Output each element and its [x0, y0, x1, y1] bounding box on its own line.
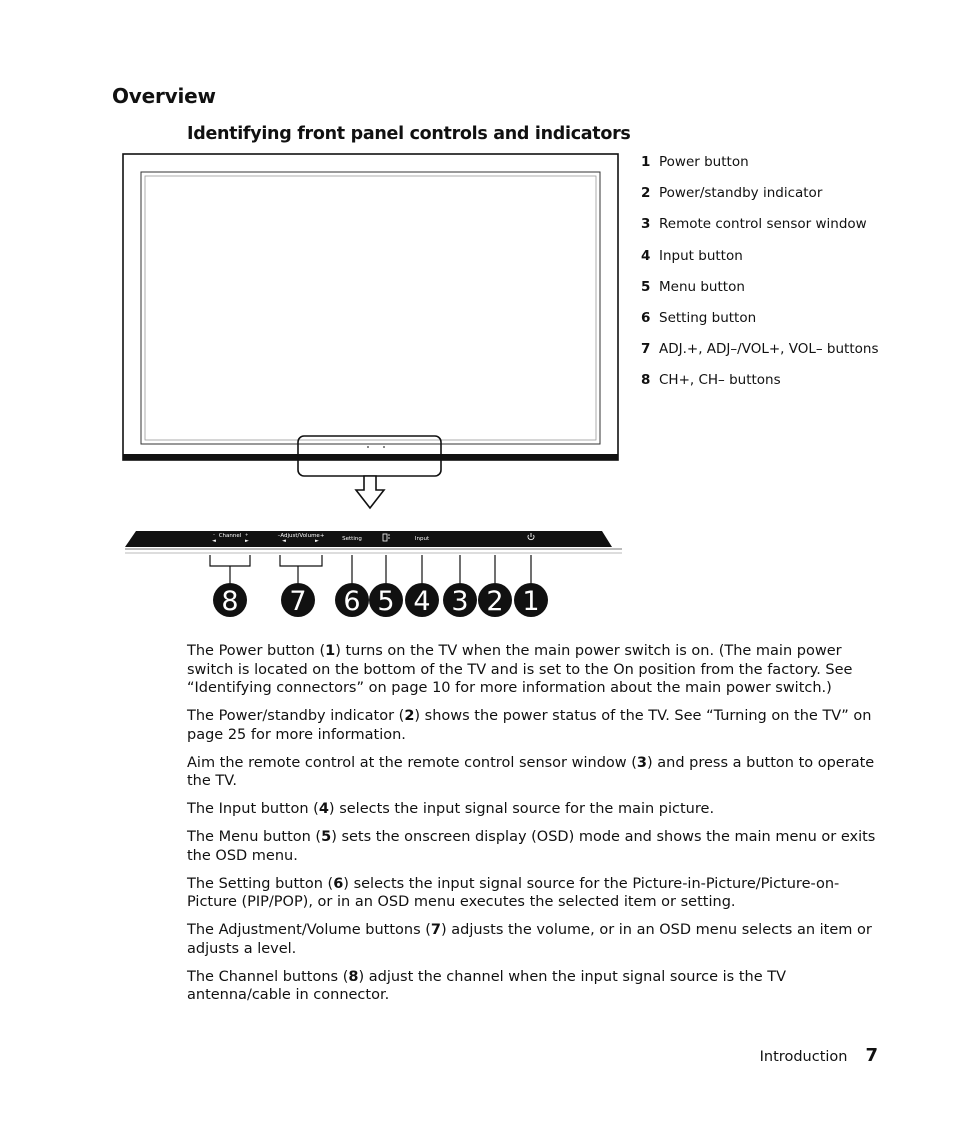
- svg-text:3: 3: [451, 586, 469, 617]
- callout-1: [514, 583, 548, 617]
- svg-text:–: –: [213, 532, 215, 537]
- control-bar: [125, 531, 612, 547]
- adjust-up-icon: ►: [315, 538, 319, 544]
- legend-item: 3 Remote control sensor window: [641, 216, 867, 233]
- svg-text:5: 5: [377, 586, 395, 617]
- description-text: [187, 642, 877, 1014]
- setting-label: Setting: [342, 536, 362, 542]
- svg-text:1: 1: [522, 586, 540, 617]
- tv-screen: [141, 172, 600, 444]
- callout-4: [405, 583, 439, 617]
- legend-item: 6 Setting button: [641, 309, 757, 326]
- adjust-down-icon: ◄: [282, 538, 286, 544]
- legend-item: 1 Power button: [641, 154, 749, 170]
- legend-item: 7 ADJ.+, ADJ–/VOL+, VOL– buttons: [641, 341, 879, 358]
- callout-2: [478, 583, 512, 617]
- paragraph-menu-button: The Menu button (5) sets the onscreen display (OSD) mode and shows the main menu or exits the OSD menu.: [187, 829, 876, 864]
- paragraph-setting-button: The Setting button (6) selects the input signal source for the Picture-in-Picture/Picture-on-Picture (PIP/POP), or in an OSD menu executes the selected item or setting.: [187, 875, 840, 910]
- channel-down-icon: ◄: [212, 538, 216, 544]
- svg-text:8: 8: [221, 586, 239, 617]
- svg-text:+: +: [245, 532, 249, 537]
- legend-item: 2 Power/standby indicator: [641, 185, 823, 202]
- svg-text:4: 4: [413, 586, 431, 617]
- legend-item: 8 CH+, CH– buttons: [641, 372, 781, 389]
- paragraph-channel-buttons: The Channel buttons (8) adjust the channel when the input signal source is the TV antenna/cable in connector.: [187, 968, 786, 1003]
- paragraph-adjust-buttons: The Adjustment/Volume buttons (7) adjusts the volume, or in an OSD menu selects an item or adjusts a level.: [187, 922, 872, 957]
- callout-6: [335, 583, 369, 617]
- callout-8: [213, 583, 247, 617]
- svg-text:7: 7: [289, 586, 307, 617]
- down-arrow-icon: [356, 476, 384, 508]
- footer-section: Introduction: [759, 1049, 848, 1065]
- input-label: Input: [414, 536, 430, 542]
- channel-up-icon: ►: [245, 538, 249, 544]
- svg-text:6: 6: [343, 586, 361, 617]
- controls-legend: [641, 154, 879, 404]
- paragraph-power-indicator: The Power/standby indicator (2) shows the power status of the TV. See “Turning on the TV” on page 25 for more information.: [187, 708, 872, 743]
- svg-text:2: 2: [486, 586, 504, 617]
- legend-item: 5 Menu button: [641, 278, 745, 295]
- callout-3: [443, 583, 477, 617]
- callout-7: [281, 583, 315, 617]
- legend-item: 4 Input button: [641, 247, 743, 264]
- paragraph-power-button: The Power button (1) turns on the TV when the main power switch is on. (The main power switch is located on the bottom of the TV and is set to the On position from the factory. See “Identifying connectors” on page 10 for more information about the main power switch.): [187, 643, 853, 696]
- paragraph-input-button: The Input button (4) selects the input signal source for the main picture.: [187, 801, 715, 817]
- section-subheading: Identifying front panel controls and indicators: [187, 124, 631, 144]
- adjust-volume-label: –Adjust/Volume+: [277, 533, 325, 539]
- channel-label: Channel: [218, 533, 242, 539]
- page-number: 7: [865, 1045, 878, 1066]
- page-heading: Overview: [112, 84, 216, 108]
- adjust-bracket: [280, 555, 322, 566]
- callout-5: [369, 583, 403, 617]
- channel-bracket: [210, 555, 250, 566]
- page-footer: [760, 1045, 878, 1066]
- paragraph-sensor-window: Aim the remote control at the remote control sensor window (3) and press a button to operate the TV.: [187, 754, 875, 789]
